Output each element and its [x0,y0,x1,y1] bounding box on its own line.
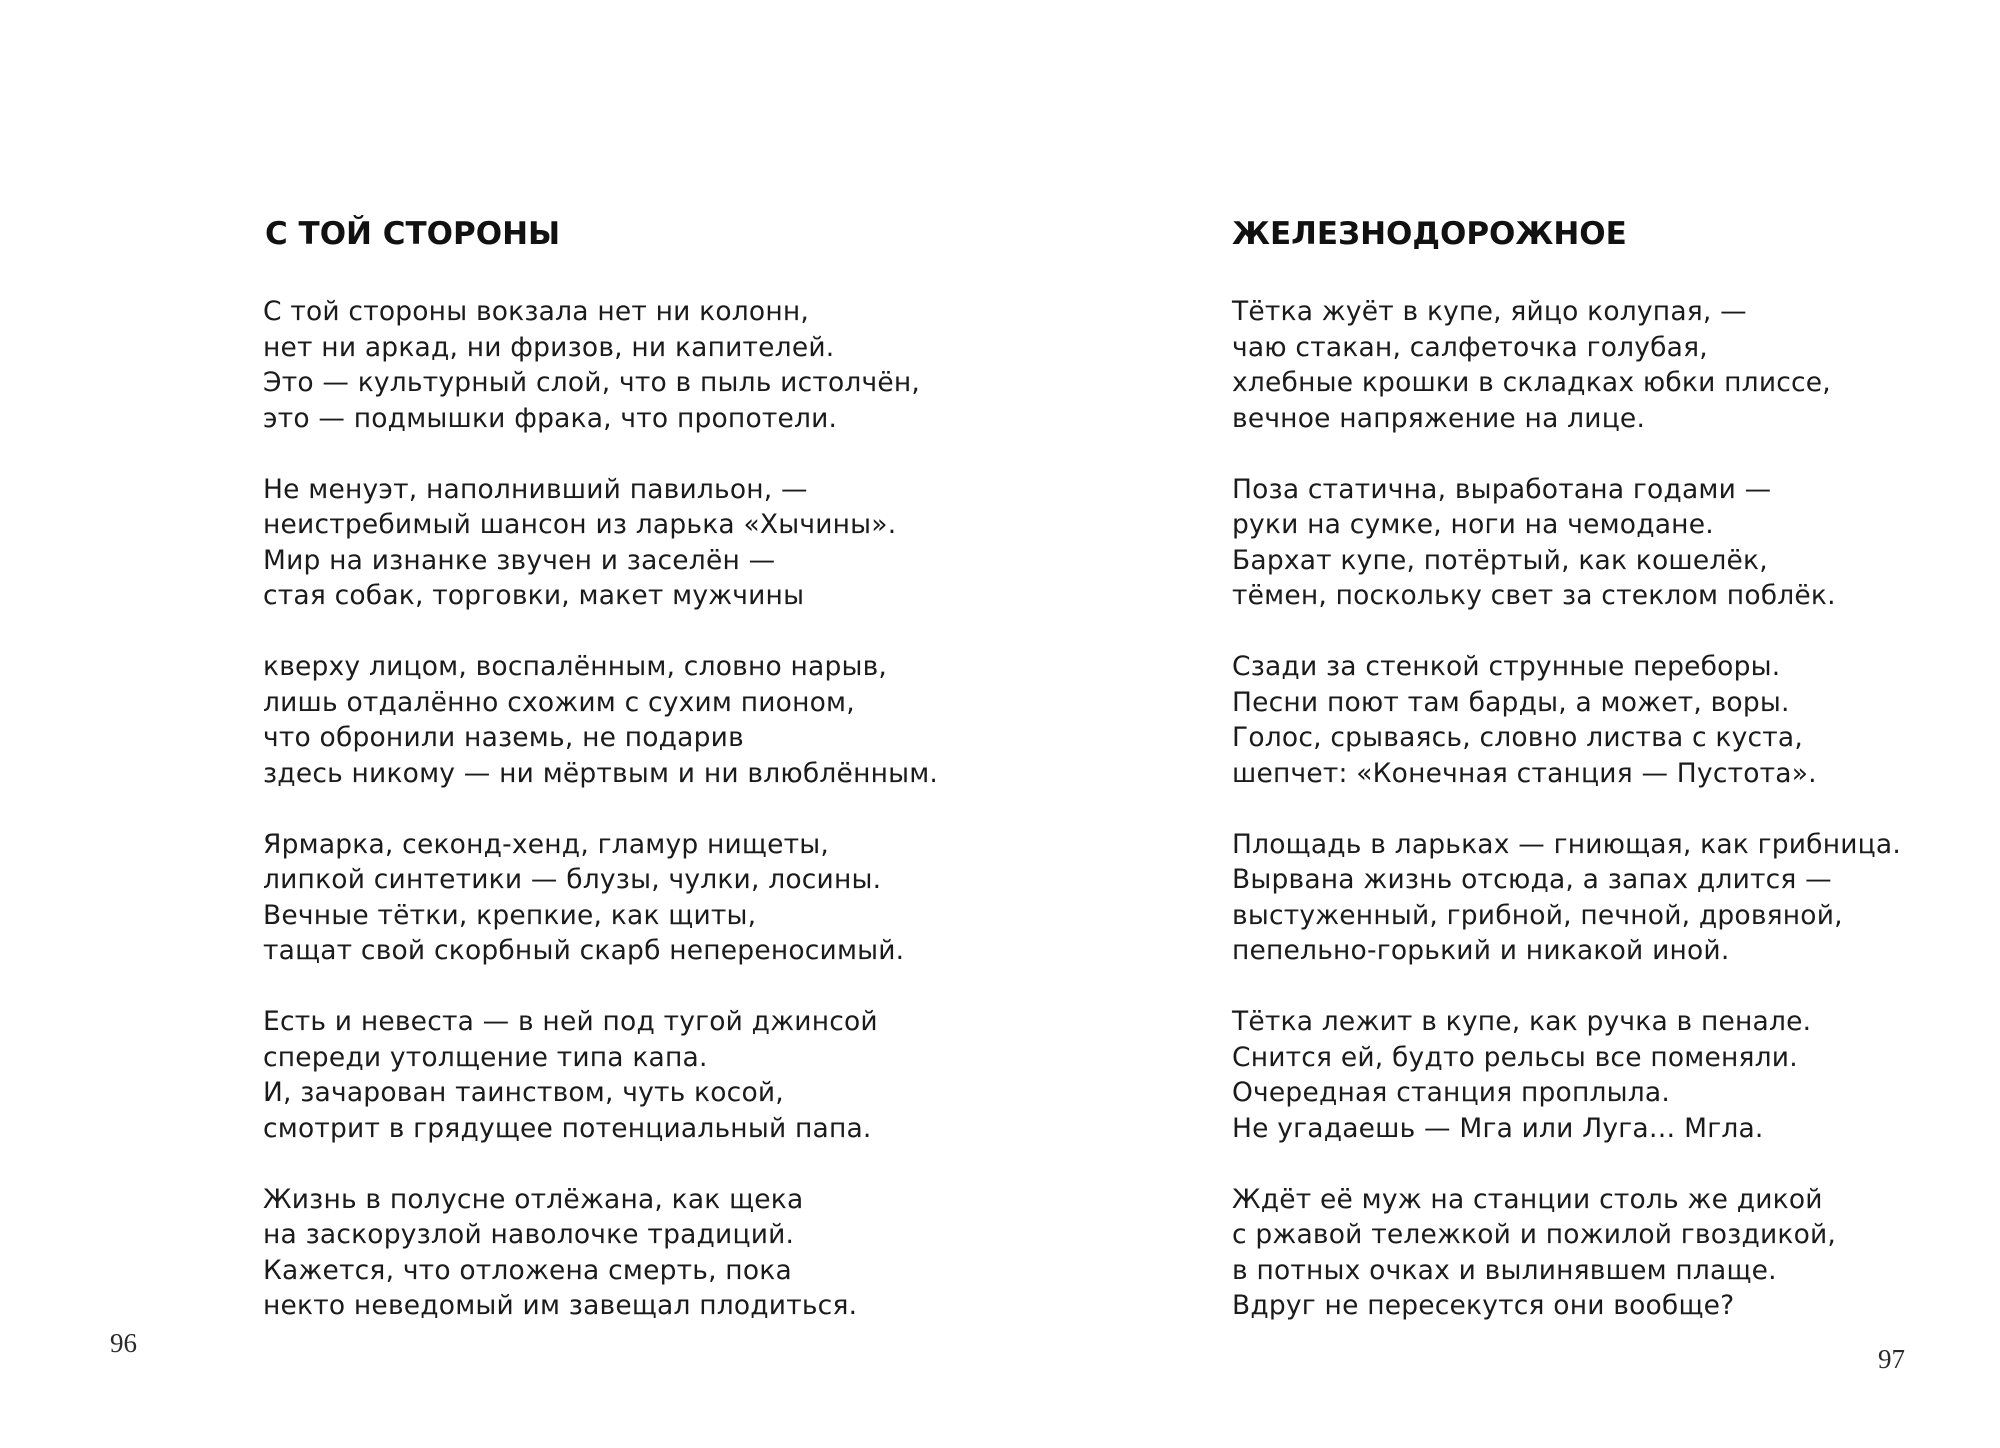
poem-line: стая собак, торговки, макет мужчины [263,580,805,611]
poem-line: Тётка жуёт в купе, яйцо колупая, — [1232,296,1747,327]
poem-line: лишь отдалённо схожим с сухим пионом, [263,686,855,718]
poem-line: руки на сумке, ноги на чемодане. [1232,509,1714,540]
poem-line: Вырвана жизнь отсюда, а запах длится — [1232,864,1832,895]
poem-body [1232,294,1901,1324]
poem-line: Вечные тётки, крепкие, как щиты, [263,899,757,931]
poem-line: некто неведомый им завещал плодиться. [263,1290,858,1321]
poem-line: Тётка лежит в купе, как ручка в пенале. [1232,1006,1812,1037]
poem-line: смотрит в грядущее потенциальный папа. [263,1112,872,1144]
poem-line: Мир на изнанке звучен и заселён — [263,544,776,576]
poem-line: Площадь в ларьках — гниющая, как грибница. [1232,828,1901,860]
stanza [263,472,938,614]
poem-line: выстуженный, грибной, печной, дровяной, [1232,899,1843,931]
poem-line: Вдруг не пересекутся они вообще? [1232,1290,1735,1321]
poem-line: Ждёт её муж на станции столь же дикой [1232,1183,1823,1215]
poem-line: хлебные крошки в складках юбки плиссе, [1232,367,1831,398]
poem-line: липкой синтетики — блузы, чулки, лосины. [263,864,882,895]
poem-line: неистребимый шансон из ларька «Хычины». [263,509,897,540]
poem-line: Голос, срываясь, словно листва с куста, [1232,722,1803,753]
stanza [263,827,938,969]
poem-line: Бархат купе, потёртый, как кошелёк, [1232,544,1768,576]
stanza [1232,294,1901,436]
stanza [1232,649,1901,791]
page-number: 96 [110,1328,137,1358]
stanza [263,1182,938,1324]
poem-line: И, зачарован таинством, чуть косой, [263,1077,784,1108]
stanza [1232,472,1901,614]
right-page [1000,0,2000,1448]
poem-line: Поза статична, выработана годами — [1232,473,1772,505]
poem-line: Кажется, что отложена смерть, пока [263,1254,792,1286]
page-number: 97 [1878,1344,1905,1374]
poem-line: Это — культурный слой, что в пыль истолчён, [263,367,921,398]
poem-line: Не угадаешь — Мга или Луга… Мгла. [1232,1112,1764,1144]
poem-line: Есть и невеста — в ней под тугой джинсой [263,1006,878,1037]
poem-line: спереди утолщение типа капа. [263,1041,708,1073]
poem-line: Жизнь в полусне отлёжана, как щека [263,1183,804,1215]
poem-line: Песни поют там барды, а может, воры. [1232,686,1790,718]
stanza [263,294,938,436]
poem-line: на заскорузлой наволочке традиций. [263,1219,795,1250]
stanza [1232,827,1901,969]
poem-line: что обронили наземь, не подарив [263,722,744,753]
poem-title: С ТОЙ СТОРОНЫ [265,216,561,252]
poem-line: Ярмарка, секонд-хенд, гламур нищеты, [263,828,829,860]
stanza [263,649,938,791]
poem-line: это — подмышки фрака, что пропотели. [263,402,838,434]
poem-line: тащат свой скорбный скарб непереносимый. [263,935,905,966]
poem-line: Снится ей, будто рельсы все поменяли. [1232,1041,1798,1073]
poem-title: ЖЕЛЕЗНОДОРОЖНОЕ [1232,216,1627,252]
poem-line: Очередная станция проплыла. [1232,1077,1670,1108]
poem-line: здесь никому — ни мёртвым и ни влюблённым. [263,757,939,789]
poem-line: кверху лицом, воспалённым, словно нарыв, [263,651,888,682]
poem-line: чаю стакан, салфеточка голубая, [1232,331,1708,363]
poem-body [263,294,938,1324]
poem-line: С той стороны вокзала нет ни колонн, [263,296,810,327]
poem-line: тёмен, поскольку свет за стеклом поблёк. [1232,580,1836,611]
stanza [1232,1004,1901,1146]
poem-line: Не менуэт, наполнивший павильон, — [263,473,808,505]
poem-line: с ржавой тележкой и пожилой гвоздикой, [1232,1219,1837,1250]
poem-line: Сзади за стенкой струнные переборы. [1232,651,1781,682]
stanza [263,1004,938,1146]
stanza [1232,1182,1901,1324]
poem-line: вечное напряжение на лице. [1232,402,1646,434]
poem-line: нет ни аркад, ни фризов, ни капителей. [263,331,835,363]
poem-line: пепельно-горький и никакой иной. [1232,935,1730,966]
poem-line: в потных очках и вылинявшем плаще. [1232,1254,1777,1286]
poem-line: шепчет: «Конечная станция — Пустота». [1232,757,1817,789]
